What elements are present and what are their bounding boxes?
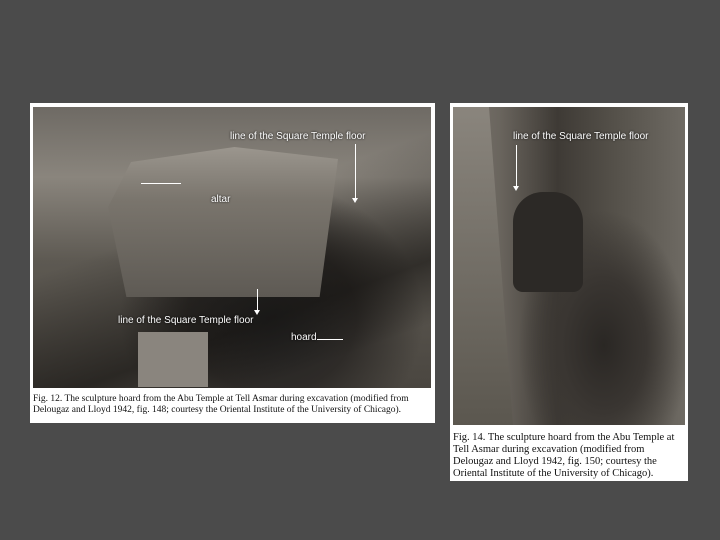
arrow-right-icon: [317, 339, 343, 340]
caption-fig12: Fig. 12. The sculpture hoard from the Abu Temple at Tell Asmar during excavation (modified from Delougaz and Lloyd 1942, fig. 148; courtesy the Oriental Institute of the University of Chicago).: [33, 394, 409, 415]
arrow-down-icon: [516, 145, 517, 187]
figure-12-panel: [30, 103, 435, 423]
caption-fig14: Fig. 14. The sculpture hoard from the Abu Temple at Tell Asmar during excavation (modified from Delougaz and Lloyd 1942, fig. 150; courtesy the Oriental Institute of the University of Chicago).: [453, 432, 675, 479]
trench-wall: [453, 107, 513, 425]
excavation-photo-fig12: [33, 107, 431, 388]
label-floor-top: line of the Square Temple floor: [230, 131, 366, 142]
arrow-up-icon: [257, 289, 258, 311]
figure-14-panel: [450, 103, 688, 481]
arrow-down-icon: [355, 144, 356, 199]
excavated-block: [108, 147, 338, 297]
excavator-figure: [513, 192, 583, 292]
excavation-photo-fig14: [453, 107, 685, 425]
arrow-line-icon: [141, 183, 181, 184]
label-altar: altar: [211, 194, 231, 205]
label-hoard: hoard: [291, 332, 317, 343]
stone-block: [138, 332, 208, 387]
label-floor-bottom: line of the Square Temple floor: [118, 315, 254, 326]
label-floor: line of the Square Temple floor: [513, 131, 649, 142]
